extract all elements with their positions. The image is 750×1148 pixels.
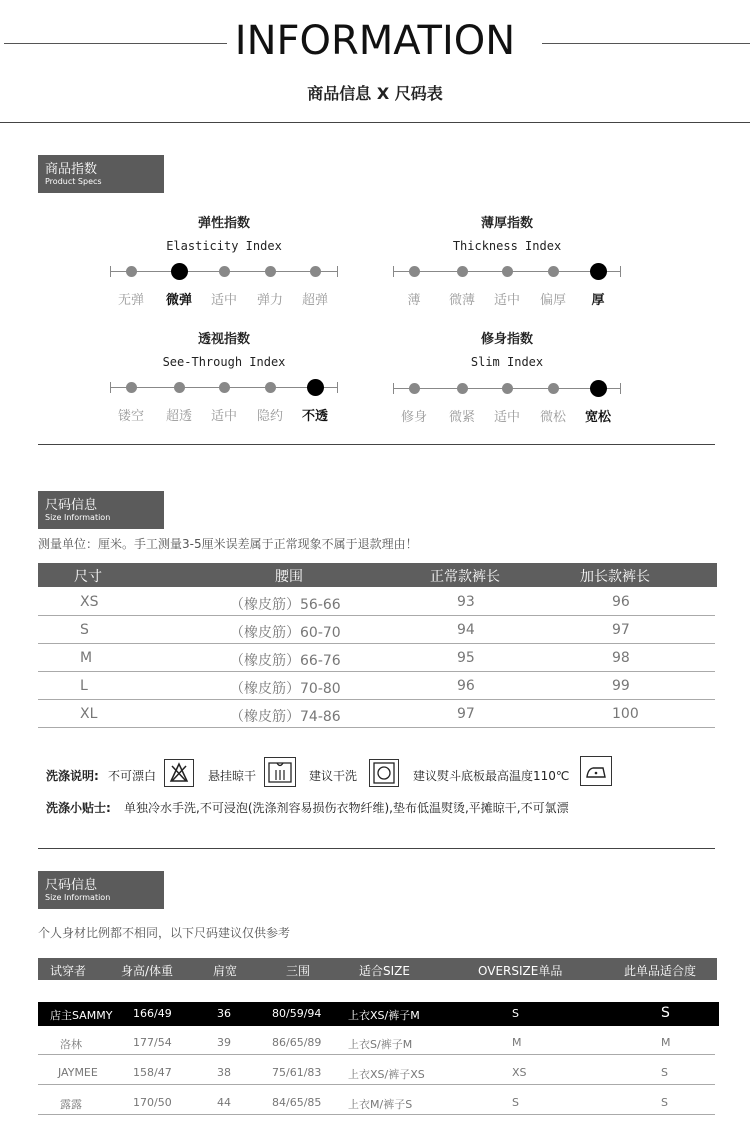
fit-table-cell: S — [661, 1005, 670, 1021]
scale-dot — [409, 266, 420, 277]
size-table-cell: （橡皮筋）60-70 — [230, 625, 341, 641]
fit-table-cell: 露露 — [60, 1098, 82, 1111]
index-title: 透视指数 — [197, 332, 250, 347]
fit-table-cell: M — [512, 1036, 522, 1049]
fit-table-cell: 上衣XS/裤子XS — [348, 1068, 425, 1081]
scale-label: 微紧 — [448, 410, 475, 425]
care-tips — [46, 799, 111, 816]
index-scale — [110, 380, 338, 394]
size-table-cell: M — [80, 650, 93, 666]
size-table-cell: （橡皮筋）56-66 — [230, 597, 341, 613]
fit-row-highlight — [38, 1002, 719, 1026]
col-measurements: 三围 — [286, 964, 311, 978]
care-dry-clean: 建议干洗 — [309, 769, 358, 783]
index-scale — [110, 264, 338, 278]
scale-label: 薄 — [407, 293, 421, 308]
scale-label: 厚 — [591, 293, 605, 308]
size-table-cell: （橡皮筋）74-86 — [230, 709, 341, 725]
fit-table-cell: S — [661, 1066, 668, 1079]
scale-cap — [337, 266, 338, 277]
tag-subtitle: Size Information — [45, 513, 111, 522]
fit-table-cell: 177/54 — [133, 1036, 172, 1049]
index-scale — [393, 381, 621, 395]
care-label: 洗涤说明: — [46, 769, 99, 783]
scale-label: 适中 — [210, 409, 237, 424]
tag-title: 尺码信息 — [45, 498, 98, 513]
size-table-cell: （橡皮筋）66-76 — [230, 653, 341, 669]
scale-label: 不透 — [301, 409, 328, 424]
index-title: 薄厚指数 — [480, 216, 533, 231]
tag-title: 尺码信息 — [45, 878, 98, 893]
scale-label: 弹力 — [256, 293, 283, 308]
size-table-cell: 93 — [457, 594, 475, 610]
scale-dot — [548, 266, 559, 277]
col-long-length: 加长款裤长 — [580, 569, 650, 585]
scale-cap — [110, 266, 111, 277]
index-title: 修身指数 — [480, 332, 533, 347]
size-table-cell: 95 — [457, 650, 475, 666]
index-title: 弹性指数 — [197, 216, 250, 231]
scale-label: 宽松 — [584, 410, 611, 425]
index-subtitle: Elasticity Index — [166, 239, 282, 253]
size-table-cell: 96 — [612, 594, 630, 610]
scale-cap — [337, 382, 338, 393]
scale-dot — [457, 266, 468, 277]
size-table-cell: L — [80, 678, 88, 694]
scale-dot — [126, 266, 137, 277]
tag-subtitle: Product Specs — [45, 177, 102, 186]
fit-table-cell: 上衣S/裤子M — [348, 1038, 413, 1051]
thickness-index — [387, 212, 627, 253]
scale-dot-selected — [307, 379, 324, 396]
fit-table-cell: 洛林 — [60, 1038, 82, 1051]
size-table-header — [38, 563, 717, 587]
fit-table-cell: 39 — [217, 1036, 231, 1049]
scale-dot-selected — [590, 263, 607, 280]
scale-dot — [265, 382, 276, 393]
scale-dot — [265, 266, 276, 277]
care-tips-text: 单独冷水手洗,不可浸泡(洗涤剂容易损伤衣物纤维),垫布低温熨烫,平摊晾干,不可氯漂 — [124, 801, 569, 815]
scale-cap — [393, 383, 394, 394]
table-row-divider — [38, 1114, 715, 1115]
elasticity-index — [104, 212, 344, 253]
fit-table-cell: 36 — [217, 1007, 231, 1020]
iron-icon — [580, 756, 612, 786]
scale-dot — [457, 383, 468, 394]
index-subtitle: See-Through Index — [162, 355, 286, 369]
scale-dot — [548, 383, 559, 394]
col-waist: 腰围 — [275, 569, 303, 585]
scale-label: 适中 — [493, 293, 520, 308]
care-no-bleach: 不可漂白 — [108, 769, 157, 783]
scale-dot — [219, 382, 230, 393]
fit-table-cell: 158/47 — [133, 1066, 172, 1079]
care-hang-dry: 悬挂晾干 — [208, 769, 257, 783]
see-through-index — [104, 328, 344, 369]
scale-cap — [620, 383, 621, 394]
size-table-cell: 100 — [612, 706, 639, 722]
table-row-divider — [38, 1084, 715, 1085]
size-table-cell: 94 — [457, 622, 475, 638]
size-table-cell: （橡皮筋）70-80 — [230, 681, 341, 697]
fit-table-cell: 店主SAMMY — [50, 1009, 113, 1022]
scale-label: 修身 — [400, 410, 427, 425]
size-table-cell: S — [80, 622, 89, 638]
scale-dot-selected — [171, 263, 188, 280]
fit-table-cell: 80/59/94 — [272, 1007, 322, 1020]
fit-table-cell: M — [661, 1036, 671, 1049]
scale-label: 适中 — [210, 293, 237, 308]
col-shoulder: 肩宽 — [213, 964, 238, 978]
scale-dot — [502, 266, 513, 277]
scale-label: 镂空 — [117, 409, 144, 424]
fit-note: 个人身材比例都不相同，以下尺码建议仅供参考 — [38, 926, 291, 940]
measurement-note: 测量单位：厘米。手工测量3-5厘米误差属于正常现象不属于退款理由！ — [38, 537, 418, 551]
care-tips-label: 洗涤小贴士: — [46, 801, 111, 815]
care-iron-temp: 建议熨斗底板最高温度110℃ — [413, 769, 570, 783]
care-instructions — [46, 767, 99, 784]
scale-label: 超弹 — [301, 293, 328, 308]
scale-dot-selected — [590, 380, 607, 397]
size-info-tag — [38, 491, 164, 529]
table-row-divider — [38, 615, 715, 616]
col-item-fit: 此单品适合度 — [624, 964, 697, 978]
fit-table-cell: S — [661, 1096, 668, 1109]
size-table-cell: 97 — [457, 706, 475, 722]
fit-table-cell: S — [512, 1007, 519, 1020]
fit-table-header — [38, 958, 717, 980]
size-table-cell: 99 — [612, 678, 630, 694]
scale-dot — [310, 266, 321, 277]
page-title: INFORMATION — [234, 18, 516, 64]
fit-table-cell: S — [512, 1096, 519, 1109]
fit-table-cell: 86/65/89 — [272, 1036, 322, 1049]
table-row-divider — [38, 1054, 715, 1055]
fit-table-cell: XS — [512, 1066, 527, 1079]
table-row-divider — [38, 643, 715, 644]
tag-title: 商品指数 — [45, 162, 98, 177]
col-model: 试穿者 — [50, 964, 87, 978]
fit-table-cell: JAYMEE — [58, 1066, 98, 1079]
col-size: 尺寸 — [74, 569, 102, 585]
scale-label: 超透 — [165, 409, 192, 424]
index-scale — [393, 264, 621, 278]
fit-info-tag — [38, 871, 164, 909]
scale-label: 适中 — [493, 410, 520, 425]
slim-index — [387, 328, 627, 369]
size-table-cell: XS — [80, 594, 99, 610]
scale-dot — [174, 382, 185, 393]
fit-table-cell: 上衣XS/裤子M — [348, 1009, 420, 1022]
col-fit-size: 适合SIZE — [359, 964, 410, 978]
scale-label: 微松 — [539, 410, 566, 425]
col-oversize: OVERSIZE单品 — [478, 964, 563, 978]
index-subtitle: Thickness Index — [452, 239, 562, 253]
header-divider — [0, 122, 750, 123]
fit-table-cell: 84/65/85 — [272, 1096, 322, 1109]
scale-dot — [502, 383, 513, 394]
scale-label: 无弹 — [117, 293, 144, 308]
scale-cap — [620, 266, 621, 277]
size-table-cell: 97 — [612, 622, 630, 638]
fit-table-cell: 38 — [217, 1066, 231, 1079]
tag-subtitle: Size Information — [45, 893, 111, 902]
page-subtitle: 商品信息 X 尺码表 — [307, 84, 443, 103]
scale-label: 微薄 — [448, 293, 475, 308]
col-height-weight: 身高/体重 — [121, 964, 174, 978]
scale-label: 隐约 — [256, 409, 283, 424]
table-row-divider — [38, 699, 715, 700]
table-row-divider — [38, 671, 715, 672]
fit-table-cell: 44 — [217, 1096, 231, 1109]
hang-dry-icon — [264, 757, 296, 787]
no-bleach-icon — [164, 759, 194, 787]
specs-divider — [38, 444, 715, 445]
scale-dot — [126, 382, 137, 393]
fit-table-cell: 75/61/83 — [272, 1066, 322, 1079]
index-subtitle: Slim Index — [470, 355, 544, 369]
size-table-cell: 98 — [612, 650, 630, 666]
scale-cap — [110, 382, 111, 393]
size-table-cell: XL — [80, 706, 98, 722]
product-specs-tag — [38, 155, 164, 193]
size-table-cell: 96 — [457, 678, 475, 694]
col-normal-length: 正常款裤长 — [430, 569, 500, 585]
scale-cap — [393, 266, 394, 277]
dry-clean-icon — [369, 759, 399, 787]
care-divider — [38, 848, 715, 849]
scale-dot — [219, 266, 230, 277]
table-row-divider — [38, 727, 715, 728]
scale-label: 微弹 — [165, 293, 192, 308]
scale-dot — [409, 383, 420, 394]
fit-table-cell: 166/49 — [133, 1007, 172, 1020]
fit-table-cell: 上衣M/裤子S — [348, 1098, 413, 1111]
fit-table-cell: 170/50 — [133, 1096, 172, 1109]
scale-label: 偏厚 — [539, 293, 566, 308]
